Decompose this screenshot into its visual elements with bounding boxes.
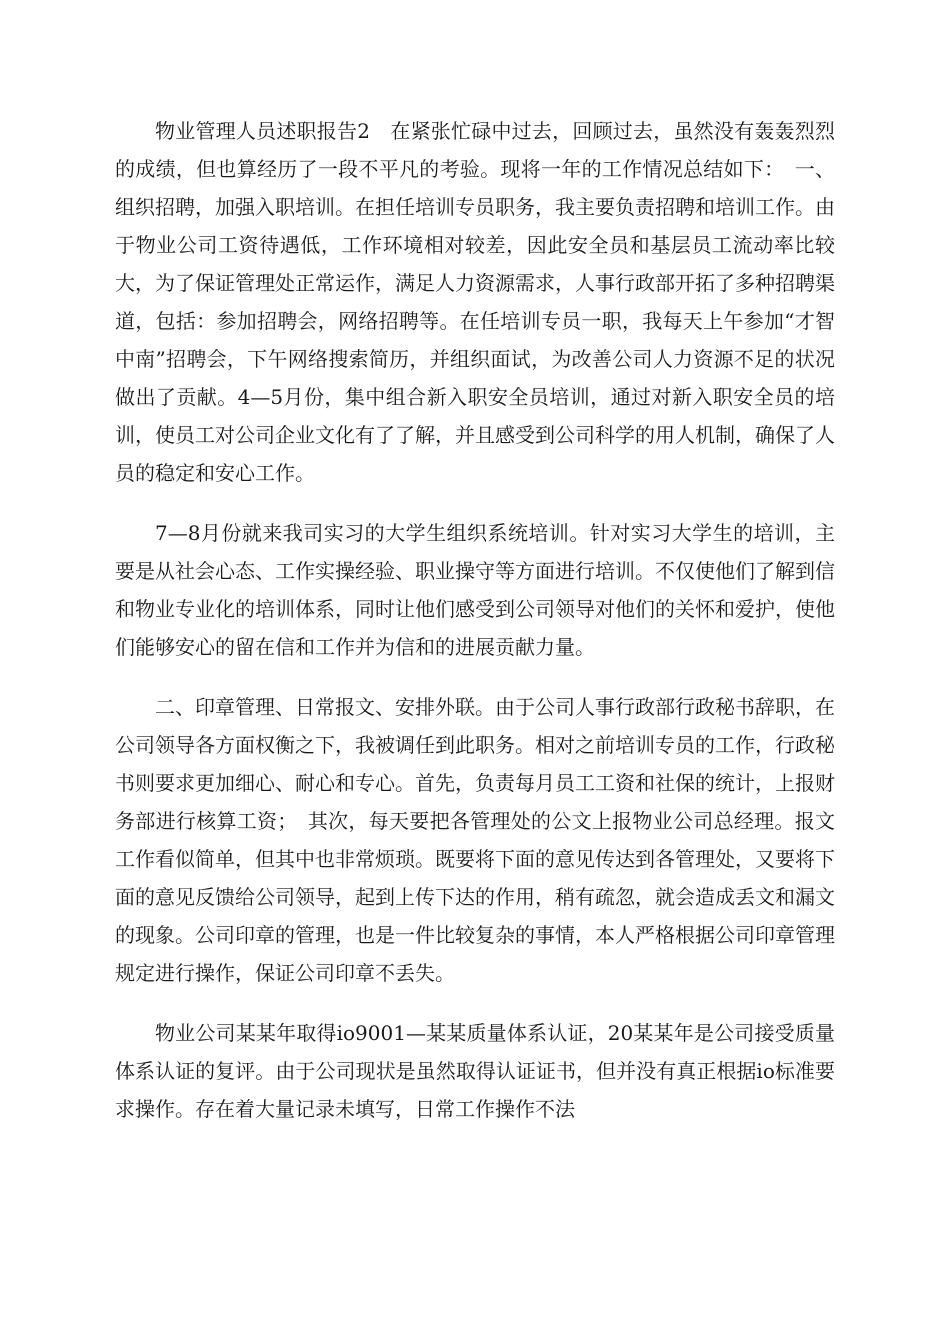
paragraph-3: 二、印章管理、日常报文、安排外联。由于公司人事行政部行政秘书辞职，在公司领导各方面权衡之下，我被调任到此职务。相对之前培训专员的工作，行政秘书则要求更加细心、耐心和专心。首先，负责每月员工工资和社保的统计，上报财务部进行核算工资； 其次，每天要把各管理处的公文上报物业公司总经理。报文工作看似简单，但其中也非常烦琐。既要将下面的意见传达到各管理处，又要将下面的意见反馈给公司领导，起到上传下达的作用，稍有疏忽，就会造成丢文和漏文的现象。公司印章的管理，也是一件比较复杂的事情，本人严格根据公司印章管理规定进行操作，保证公司印章不丢失。 xyxy=(115,695,835,985)
paragraph-1: 物业管理人员述职报告2 在紧张忙碌中过去，回顾过去，虽然没有轰轰烈烈的成绩，但也算经历了一段不平凡的考验。现将一年的工作情况总结如下： 一、组织招聘，加强入职培训。在担任培训专员职务，我主要负责招聘和培训工作。由于物业公司工资待遇低，工作环境相对较差，因此安全员和基层员工流动率比较大，为了保证管理处正常运作，满足人力资源需求，人事行政部开拓了多种招聘渠道，包括：参加招聘会，网络招聘等。在任培训专员一职，我每天上午参加“才智中南”招聘会，下午网络搜索简历，并组织面试，为改善公司人力资源不足的状况做出了贡献。4—5月份，集中组合新入职安全员培训，通过对新入职安全员的培训，使员工对公司企业文化有了了解，并且感受到公司科学的用人机制，确保了人员的稳定和安心工作。 xyxy=(115,119,835,485)
document-page xyxy=(115,112,835,1150)
paragraph-2: 7—8月份就来我司实习的大学生组织系统培训。针对实习大学生的培训，主要是从社会心态、工作实操经验、职业操守等方面进行培训。不仅使他们了解到信和物业专业化的培训体系，同时让他们感受到公司领导对他们的关怀和爱护，使他们能够安心的留在信和工作并为信和的进展贡献力量。 xyxy=(115,521,835,659)
paragraph-4: 物业公司某某年取得io9001—某某质量体系认证，20某某年是公司接受质量体系认证的复评。由于公司现状是虽然取得认证证书，但并没有真正根据io标准要求操作。存在着大量记录未填写，日常工作操作不法 xyxy=(115,1021,835,1121)
